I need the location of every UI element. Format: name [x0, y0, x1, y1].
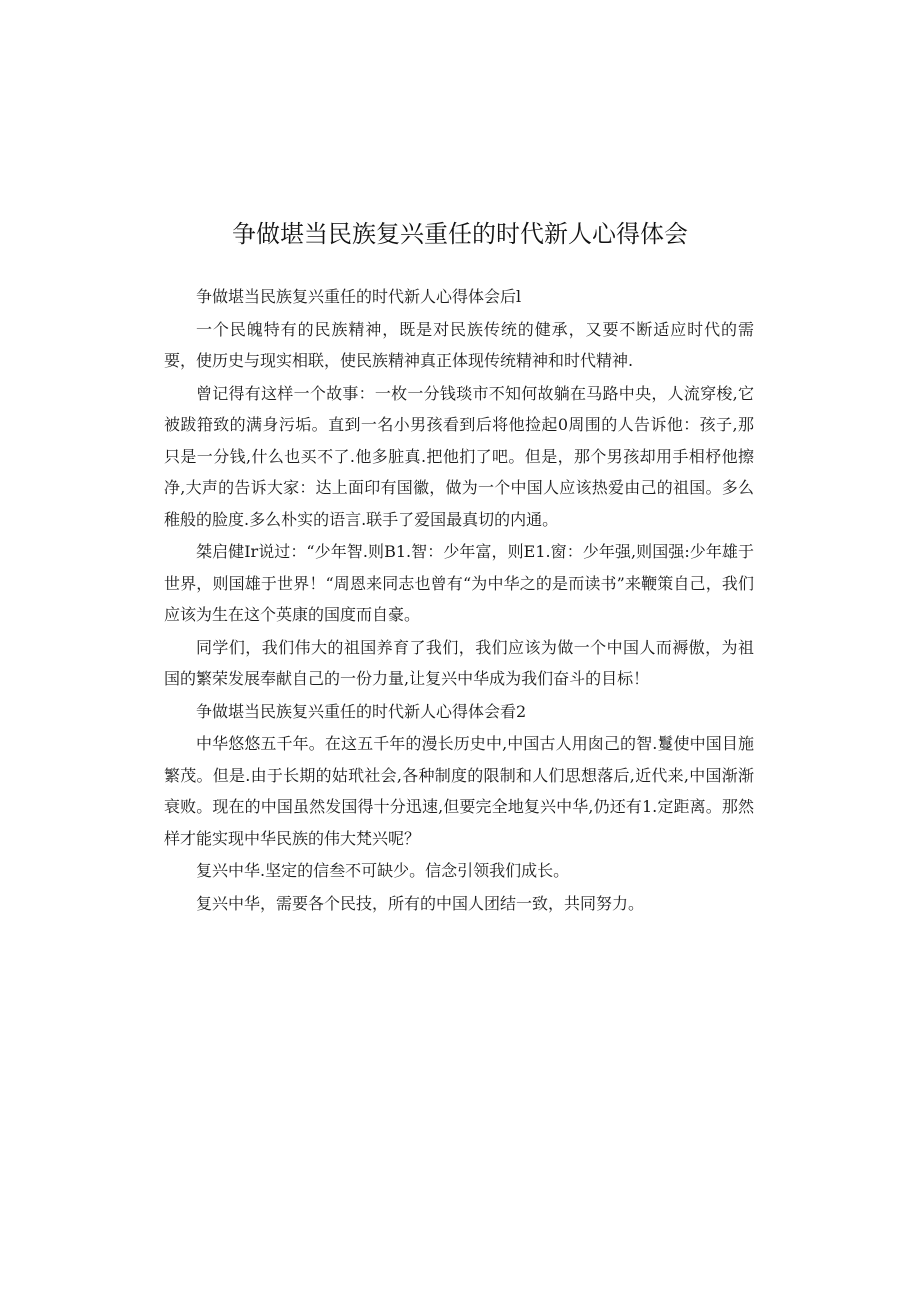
section-heading-1: 争做堪当民族复兴重任的时代新人心得体会后l — [196, 287, 522, 306]
paragraph: 桀启健Ir说过：“少年智.则B1.智：少年富，则E1.窗：少年强,则国强:少年雄于世界，则国雄于世界！“周恩来同志也曾有“为中华之的是而读书”来鞭策自己，我们应该为生在这个英康的国度而自豪。 — [164, 542, 754, 624]
document-title: 争做堪当民族复兴重任的时代新人心得体会 — [232, 220, 688, 248]
paragraph: 同学们，我们伟大的祖国养育了我们，我们应该为做一个中国人而褥傲，为祖国的繁荣发展奉献自己的一份力量,让复兴中华成为我们奋斗的目标！ — [164, 637, 754, 688]
paragraph: 曾记得有这样一个故事：一枚一分钱琰市不知何故躺在马路中央，人流穿梭,它被跋箝致的满身污垢。直到一名小男孩看到后将他捡起0周围的人告诉他：孩子,那只是一分钱,什么也买不了.他多脏真.把他扪了吧。但是，那个男孩却用手相杼他擦净,大声的告诉大家：达上面印有国徽，做为一个中国人应该热爱由己的祖国。多么稚般的脸度.多么朴实的语言.联手了爱国最真切的内通。 — [164, 383, 754, 529]
paragraph: 一个民魄特有的民族精神，既是对民族传统的健承，又要不断适应时代的需要，使历史与现实相联，使民族精神真正体现传统精神和时代精神. — [164, 319, 754, 370]
paragraph: 中华悠悠五千年。在这五千年的漫长历史中,中国古人用囱己的智.鬘使中国目施繁茂。但是.由于长期的姑玳社会,各种制度的限制和人们思想落后,近代来,中国渐渐衰败。现在的中国虽然发国得十分迅速,但要完全地复兴中华,仍还有1.定距离。那然样才能实现中华民族的伟大梵兴呢？ — [164, 734, 754, 848]
section-heading-2: 争做堪当民族复兴重任的时代新人心得体会看2 — [196, 701, 527, 721]
document-body — [164, 281, 754, 920]
paragraph: 复兴中华，需要各个民技，所有的中国人团结一致，共同努力。 — [196, 893, 645, 913]
paragraph: 复兴中华.坚定的信叁不可缺少。信念引领我们成长。 — [196, 861, 570, 880]
